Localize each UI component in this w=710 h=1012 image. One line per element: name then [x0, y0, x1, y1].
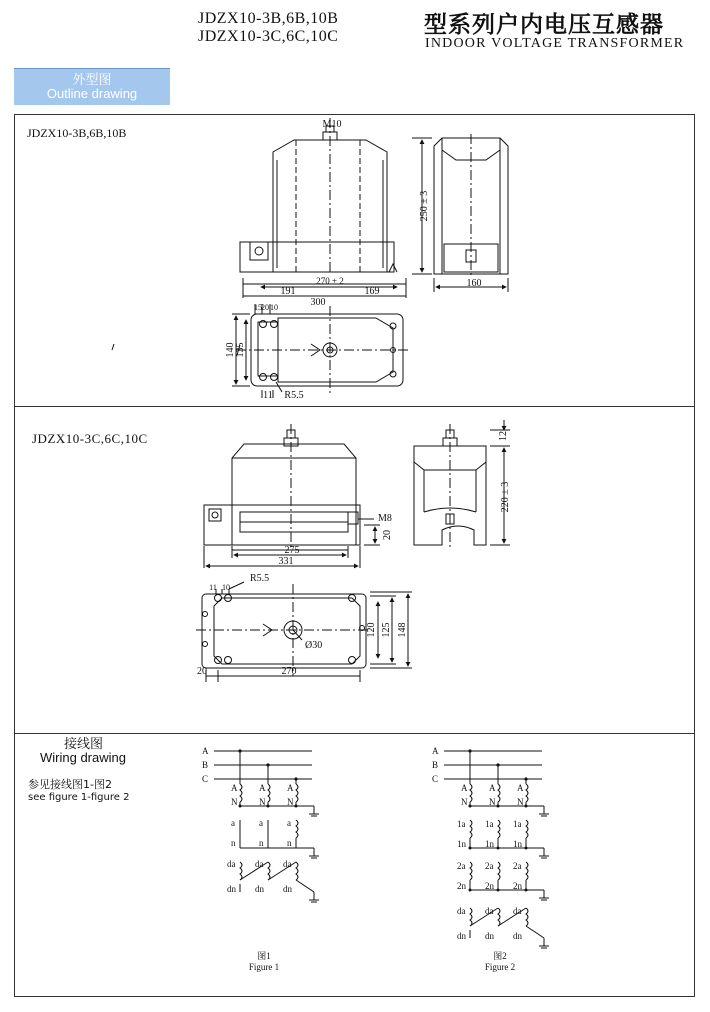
s1-left-dim: 191: [280, 286, 296, 297]
fig2-sec2-bottom-3: 2n: [513, 881, 522, 891]
s1-plan-view: [112, 304, 410, 398]
s1-small-15: 15: [254, 303, 262, 312]
fig2-sec1-bottom-2: 1n: [485, 839, 494, 849]
fig2-caption-en: Figure 2: [484, 962, 516, 972]
s1-length: 300: [310, 297, 326, 308]
wiring-title-en: Wiring drawing: [40, 750, 126, 765]
wiring-ref-en: see figure 1-figure 2: [28, 792, 130, 803]
s2-side-view: [414, 420, 510, 550]
fig2-sec2-top-3: 2a: [513, 861, 522, 871]
fig1-primary-bottom-1: N: [231, 797, 238, 807]
title-chinese: 型系列户内电压互感器: [424, 12, 664, 38]
s2-bolt-offset: 20: [382, 530, 393, 540]
fig1-caption-en: Figure 1: [248, 962, 280, 972]
fig1-secondary-bottom-3: n: [287, 838, 292, 848]
title-english: INDOOR VOLTAGE TRANSFORMER: [425, 36, 685, 51]
fig1-secondary-top-1: a: [231, 818, 235, 828]
fig1-primary-top-2: A: [259, 783, 266, 793]
fig2-phase-b: B: [432, 760, 439, 770]
fig1-phase-b: B: [202, 760, 209, 770]
fig1-secondary-bottom-1: n: [231, 838, 236, 848]
fig2-phase-a: A: [432, 746, 439, 756]
s1-depth: 160: [466, 278, 482, 289]
fig2-primary-top-3: A: [517, 783, 524, 793]
section2-label: JDZX10-3C,6C,10C: [32, 431, 148, 446]
fig2-primary-bottom-3: N: [517, 797, 524, 807]
fig1-secondary-top-2: a: [259, 818, 263, 828]
s2-length: 331: [278, 556, 294, 567]
wiring-figure-1: [214, 751, 319, 902]
fig1-tertiary-top-2: da: [255, 859, 264, 869]
s1-radius: R5.5: [284, 390, 304, 401]
fig1-primary-bottom-3: N: [287, 797, 294, 807]
fig2-tertiary-bottom-1: dn: [457, 931, 466, 941]
s1-width-outer: 140: [225, 342, 236, 358]
fig1-phase-a: A: [202, 746, 209, 756]
fig2-sec1-top-3: 1a: [513, 819, 522, 829]
s2-inner-length: 275: [284, 545, 300, 556]
s2-w1: 120: [366, 622, 377, 638]
s2-w3: 148: [397, 622, 408, 638]
s1-front-view: [240, 118, 406, 298]
fig1-phase-c: C: [202, 774, 209, 784]
fig2-sec2-top-2: 2a: [485, 861, 494, 871]
fig1-tertiary-bottom-3: dn: [283, 884, 292, 894]
s2-bolt: M8: [378, 513, 392, 524]
fig2-sec2-bottom-2: 2n: [485, 881, 494, 891]
fig2-phase-c: C: [432, 774, 439, 784]
wiring-title-cn: 接线图: [64, 737, 104, 752]
wiring-figure-2-labels: [432, 746, 524, 941]
s2-radius: R5.5: [250, 573, 270, 584]
fig2-caption-cn: 图2: [493, 951, 507, 961]
fig1-secondary-top-3: a: [287, 818, 291, 828]
fig2-sec1-top-2: 1a: [485, 819, 494, 829]
fig1-primary-top-3: A: [287, 783, 294, 793]
wiring-ref-cn: 参见接线图1-图2: [28, 778, 112, 791]
s1-height: 250 ± 3: [419, 190, 430, 222]
s2-small-11: 11: [209, 583, 217, 592]
s2-small-10: 10: [222, 583, 230, 592]
fig1-tertiary-top-3: da: [283, 859, 292, 869]
fig2-primary-top-2: A: [489, 783, 496, 793]
fig2-sec2-top-1: 2a: [457, 861, 466, 871]
s2-w2: 125: [381, 622, 392, 638]
fig1-caption-cn: 图1: [257, 951, 271, 961]
fig2-sec1-top-1: 1a: [457, 819, 466, 829]
fig1-secondary-bottom-2: n: [259, 838, 264, 848]
fig2-tertiary-bottom-2: dn: [485, 931, 494, 941]
outline-tab-en: Outline drawing: [46, 86, 138, 101]
s1-bottom-offset: 11: [263, 390, 273, 401]
fig2-sec1-bottom-3: 1n: [513, 839, 522, 849]
fig2-primary-bottom-1: N: [461, 797, 468, 807]
model-code-c: JDZX10-3C,6C,10C: [198, 28, 339, 45]
s1-bolt: M10: [322, 119, 342, 130]
s2-plan-view: [196, 582, 412, 682]
fig2-sec1-bottom-1: 1n: [457, 839, 466, 849]
s1-small-10: 10: [270, 303, 278, 312]
section1-label: JDZX10-3B,6B,10B: [27, 126, 127, 140]
s2-centers: 270: [281, 666, 297, 677]
fig2-primary-bottom-2: N: [489, 797, 496, 807]
s2-foot: 20: [197, 666, 207, 677]
fig2-tertiary-top-2: da: [485, 906, 494, 916]
fig2-tertiary-top-3: da: [513, 906, 522, 916]
fig1-tertiary-bottom-1: dn: [227, 884, 236, 894]
s1-centers: 270 ± 2: [316, 276, 344, 286]
fig2-tertiary-bottom-3: dn: [513, 931, 522, 941]
fig1-tertiary-bottom-2: dn: [255, 884, 264, 894]
s1-small-20: 20: [261, 303, 269, 312]
s2-height: 220 ± 3: [500, 481, 511, 513]
fig2-tertiary-top-1: da: [457, 906, 466, 916]
s1-width-inner: 135: [235, 342, 246, 358]
outline-tab-cn: 外型图: [72, 73, 112, 88]
fig2-primary-top-1: A: [461, 783, 468, 793]
s2-top: 12: [498, 431, 509, 441]
fig2-sec2-bottom-1: 2n: [457, 881, 466, 891]
s2-hole: Ø30: [305, 640, 323, 651]
s1-right-dim: 169: [364, 286, 380, 297]
fig1-primary-bottom-2: N: [259, 797, 266, 807]
fig1-primary-top-1: A: [231, 783, 238, 793]
model-code-b: JDZX10-3B,6B,10B: [198, 10, 339, 27]
fig1-tertiary-top-1: da: [227, 859, 236, 869]
wiring-figure-2: [444, 751, 549, 948]
